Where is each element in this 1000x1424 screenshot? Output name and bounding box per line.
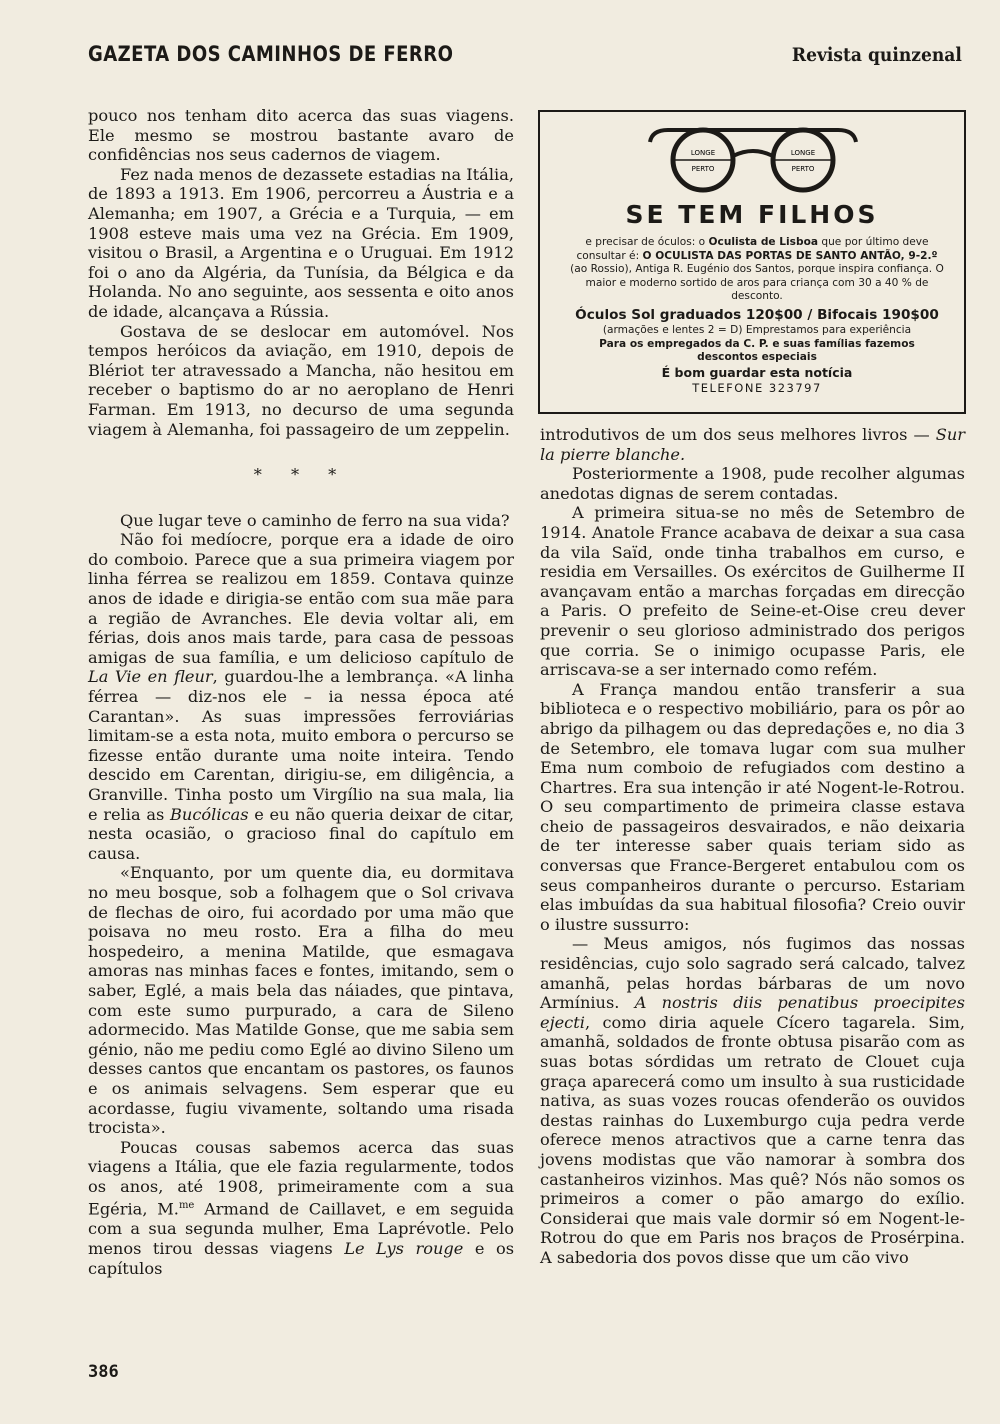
shop-address: O OCULISTA DAS PORTAS DE SANTO ANTÃO, 9-2.º	[642, 249, 938, 262]
text-run: Armand de Caillavet, e em seguida com a sua segunda mulher, Ema Laprévotle. Pelo menos tirou dessas viagens	[88, 1199, 515, 1259]
ad-discount: Para os empregados da C. P. e suas famílias fazemos descontos especiais	[599, 337, 915, 364]
paragraph: A primeira situa-se no mês de Setembro de 1914. Anatole France acabava de deixar a sua casa da vila Saïd, onde tinha trabalhos em curso, e residia em Versailles. Os exércitos de Guilherme II avançavam então a marchas forçadas em direcção a Paris. O prefeito de Seine-et-Oise creu dever prevenir o seu glorioso administrado dos perigos que corria. Se o inimigo ocupasse Paris, ele arriscava-se a ser internado como refém.	[540, 503, 965, 680]
ad-notice: É bom guardar esta notícia	[661, 364, 853, 380]
text-run: — Meus amigos, nós fugimos das nossas residências, cujo solo sagrado será calcado, talvez amanhã, pelas hordas bárbaras de um novo Armínius.	[540, 934, 965, 1013]
lens-label: LONGE	[690, 149, 716, 157]
text-run: e os capítulos	[88, 1239, 514, 1278]
paragraph	[88, 530, 514, 863]
paragraph: A França mandou então transferir a sua biblioteca e o respectivo mobiliário, para os pôr ao abrigo da pilhagem ou das depredações e, no dia 3 de Setembro, ele tomava lugar com sua mulher Ema num comboio de refugiados com destino a Chartres. Era sua intenção ir até Nogent-le-Rotrou. O seu compartimento de primeira classe estava cheio de passageiros desvairados, e não deixaria de ter interesse saber quais teriam sido as conversas que France-Bergeret entabulou com os seus companheiros durante o percurso. Estariam elas imbuídas da sua habitual filosofia? Creio ouvir o ilustre sussurro:	[540, 679, 965, 934]
eyeglasses-icon	[648, 120, 858, 200]
text-run: Poucas cousas sabemos acerca das suas viagens a Itália, que ele fazia regularmente, todos os anos, até 1908, primeiramente com a sua Egéria, M.	[88, 1137, 514, 1219]
ad-body	[568, 236, 946, 395]
shop-name: Oculista de Lisboa	[708, 236, 818, 248]
journal-title: GAZETA DOS CAMINHOS DE FERRO	[88, 42, 454, 66]
book-title: Sur la pierre blanche.	[540, 425, 965, 464]
left-column	[88, 106, 514, 1278]
ad-phone: TELEFONE 323797	[692, 380, 822, 395]
text-run: introdutivos de um dos seus melhores livros —	[540, 425, 936, 444]
paragraph	[88, 1138, 514, 1279]
text-run: e precisar de óculos: o	[585, 236, 709, 248]
text-run: Não foi medíocre, porque era a idade de oiro do comboio. Parece que a sua primeira viagem por linha férrea se realizou em 1859. Contava quinze anos de idade e dirigia-se então com sua mãe para a região de Avranches. Ele devia voltar ali, em férias, dois anos mais tarde, para casa de pessoas amigas de sua família, e um delicioso capítulo de	[88, 530, 514, 667]
page-number: 386	[88, 1362, 119, 1382]
paragraph	[540, 425, 965, 464]
paragraph: pouco nos tenham dito acerca das suas viagens. Ele mesmo se mostrou bastante avaro de confidências nos seus cadernos de viagem.	[88, 106, 514, 165]
optician-advertisement	[538, 110, 966, 414]
paragraph: Fez nada menos de dezassete estadias na Itália, de 1893 a 1913. Em 1906, percorreu a Áustria e a Alemanha; em 1907, a Grécia e a Turquia, — em 1908 esteve mais uma vez na Grécia. Em 1909, visitou o Brasil, a Argentina e o Uruguai. Em 1912 foi o ano da Algéria, da Tunísia, da Bélgica e da Holanda. No ano seguinte, aos sessenta e oito anos de idade, alcançava a Rússia.	[88, 164, 514, 321]
paragraph: Posteriormente a 1908, pude recolher algumas anedotas dignas de serem contadas.	[540, 464, 965, 503]
ad-headline: SE TEM FILHOS	[625, 200, 879, 229]
paragraph: Gostava de se deslocar em automóvel. Nos tempos heróicos da aviação, em 1910, depois de Blériot ter atravessado a Mancha, não hesitou em receber o baptismo do ar no aeroplano de Henri Farman. Em 1913, no decurso de uma segunda viagem à Alemanha, foi passageiro de um zeppelin.	[88, 321, 514, 439]
section-separator: * * *	[253, 465, 349, 485]
ad-text	[568, 236, 946, 304]
book-title: Le Lys rouge	[344, 1239, 464, 1259]
text-run: que por último deve consultar é:	[576, 236, 929, 262]
paragraph: «Enquanto, por um quente dia, eu dormitava no meu bosque, sob a folhagem que o Sol crivava de flechas de oiro, fui acordado por uma mão que poisava no meu rosto. Era a filha do meu hospedeiro, a menina Matilde, que esmagava amoras nas minhas faces e fontes, imitando, sem o saber, Eglé, a mais bela das náiades, que pintava, com este sumo purpurado, a cara de Sileno adormecido. Mas Matilde Gonse, que me sabia sem génio, não me pediu como Eglé ao divino Sileno um desses cantos que encantam os pastores, os faunos e os animais selvagens. Sem esperar que eu acordasse, fugiu vivamente, soltando uma risada trocista».	[88, 863, 514, 1138]
lens-label: PERTO	[791, 165, 815, 173]
ad-prices: Óculos Sol graduados 120$00 / Bifocais 190$00	[575, 306, 939, 323]
book-title: La Vie en fleur	[88, 667, 213, 687]
latin-quote: A nostris diis penatibus proecipites ejecti	[540, 993, 965, 1032]
journal-subtitle: Revista quinzenal	[791, 44, 962, 66]
text-run: (ao Rossio), Antiga R. Eugénio dos Santos, porque inspira confiança. O maior e moderno sortido de aros para criança com 30 a 40 % de desconto.	[570, 263, 944, 303]
text-run: , como diria aquele Cícero tagarela. Sim, amanhã, soldados de fronte obtusa pisarão com as suas botas sórdidas um retrato de Clouet cuja graça aparecerá como um insulto à sua rusticidade nativa, as suas vozes roucas ofenderão os ouvidos destas rainhas do Luxemburgo cuja pedra verde oferece menos atractivos que a carne tenra das jovens modistas que vão namorar à sombra dos castanheiros vizinhos. Mas quê? Nós não somos os primeiros a comer o pão amargo do exílio. Considerai que mais vale dormir só em Nogent-le-Rotrou do que em Paris nos braços de Prosérpina. A sabedoria dos povos disse que um cão vivo	[540, 1012, 965, 1267]
paragraph	[540, 934, 965, 1267]
superscript: me	[178, 1200, 195, 1212]
right-column	[540, 425, 965, 1268]
text-run: , guardou-lhe a lembrança. «A linha férrea — diz-nos ele – ia nessa época até Carantan». As suas impressões ferroviárias limitam-se a esta nota, muito embora o percurso se fizesse então durante uma noite inteira. Tendo descido em Carentan, dirigiu-se, em diligência, a Granville. Tinha posto um Virgílio na sua mala, lia e relia as	[88, 667, 515, 824]
ad-text: (armações e lentes 2 = D) Emprestamos para experiência	[602, 323, 912, 336]
book-title: Bucólicas	[170, 804, 249, 824]
paragraph: Que lugar teve o caminho de ferro na sua vida?	[120, 510, 510, 530]
text-run: e eu não queria deixar de citar, nesta ocasião, o gracioso final do capítulo em causa.	[88, 804, 514, 863]
lens-label: LONGE	[790, 149, 816, 157]
lens-label: PERTO	[691, 165, 715, 173]
